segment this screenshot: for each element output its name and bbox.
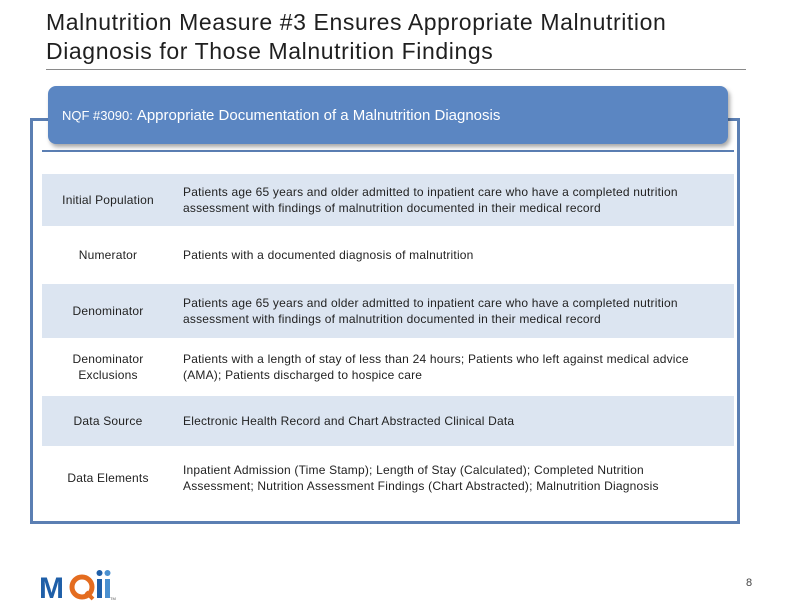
logo-tm: TM bbox=[110, 596, 116, 601]
title-line-2: Diagnosis for Those Malnutrition Findings bbox=[46, 38, 494, 64]
row-label: Denominator bbox=[42, 284, 174, 338]
row-label: Data Source bbox=[42, 396, 174, 446]
table-row bbox=[42, 226, 734, 284]
row-value: Inpatient Admission (Time Stamp); Length of Stay (Calculated); Completed Nutrition Assessment; Nutrition Assessment Findings (Chart Abstracted); Malnutrition Diagnosis bbox=[174, 446, 734, 510]
page-number: 8 bbox=[746, 577, 753, 589]
banner-code: NQF #3090: bbox=[62, 107, 133, 123]
row-value: Patients age 65 years and older admitted to inpatient care who have a completed nutrition assessment with findings of malnutrition documented in their medical record bbox=[174, 174, 734, 226]
row-value: Patients with a documented diagnosis of malnutrition bbox=[174, 226, 734, 284]
row-label: Initial Population bbox=[42, 174, 174, 226]
row-label: Numerator bbox=[42, 226, 174, 284]
row-label: Denominator Exclusions bbox=[42, 338, 174, 396]
logo-m: M bbox=[39, 572, 64, 605]
row-label: Data Elements bbox=[42, 446, 174, 510]
title-line-1: Malnutrition Measure #3 Ensures Appropriate Malnutrition bbox=[46, 9, 667, 35]
measure-table bbox=[42, 174, 734, 510]
measure-banner bbox=[48, 86, 728, 144]
mqii-logo bbox=[38, 566, 118, 606]
table-row bbox=[42, 446, 734, 510]
frame-inner-divider bbox=[42, 150, 734, 152]
row-value: Patients with a length of stay of less than 24 hours; Patients who left against medical advice (AMA); Patients discharged to hospice care bbox=[174, 338, 734, 396]
table-row bbox=[42, 174, 734, 226]
slide-title bbox=[46, 8, 766, 66]
logo-i-1 bbox=[97, 579, 102, 598]
table-row bbox=[42, 396, 734, 446]
title-divider bbox=[46, 69, 746, 70]
row-value: Patients age 65 years and older admitted to inpatient care who have a completed nutrition assessment with findings of malnutrition documented in their medical record bbox=[174, 284, 734, 338]
table-row bbox=[42, 284, 734, 338]
table-row bbox=[42, 338, 734, 396]
banner-text: Appropriate Documentation of a Malnutrition Diagnosis bbox=[136, 106, 501, 124]
row-value: Electronic Health Record and Chart Abstracted Clinical Data bbox=[174, 396, 734, 446]
